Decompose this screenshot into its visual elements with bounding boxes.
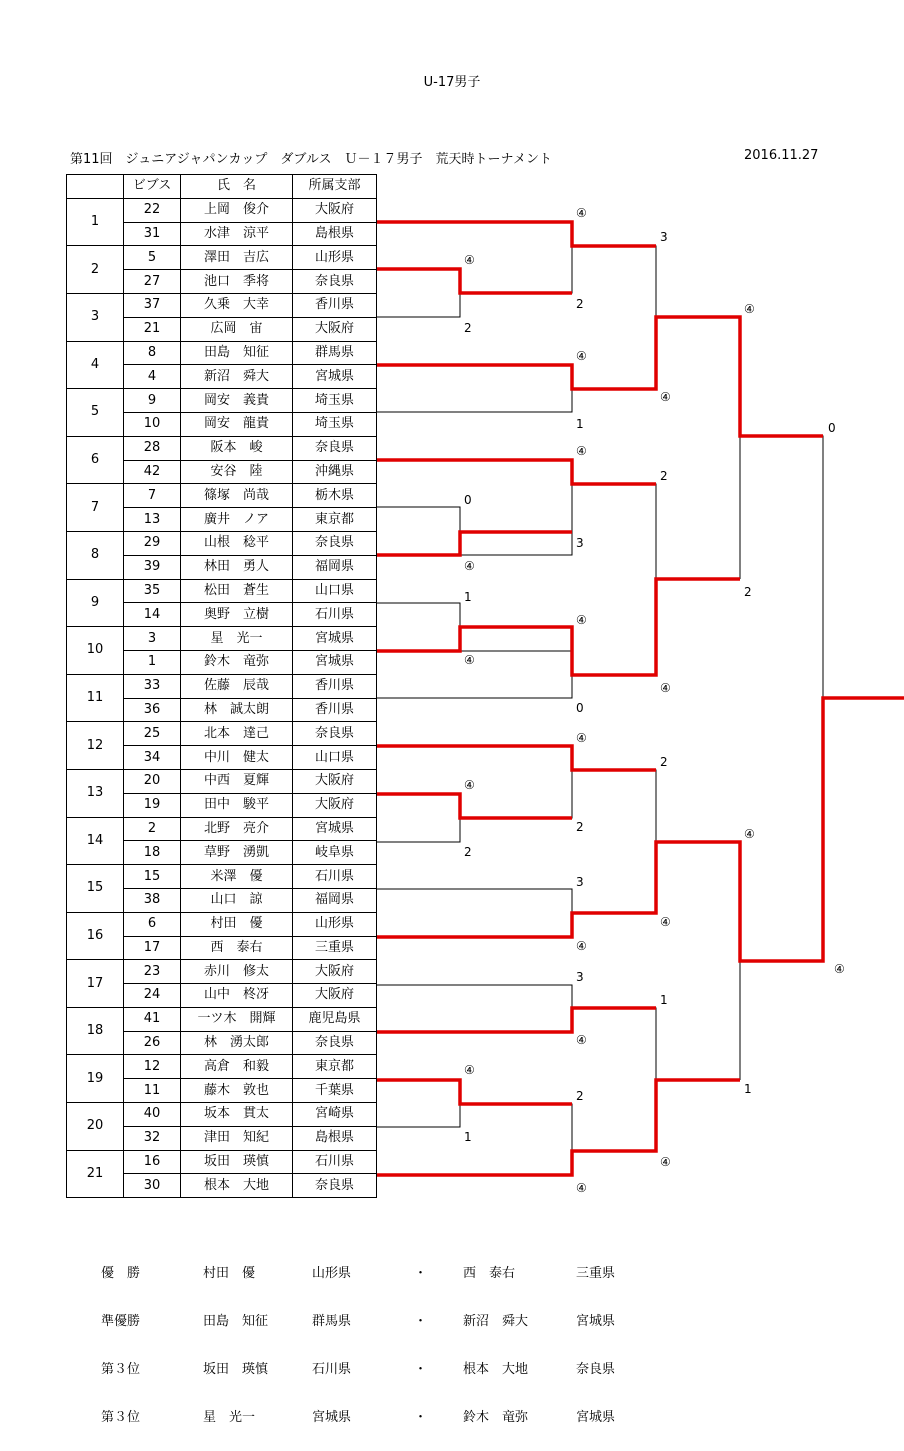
match-score: ④ [660,681,671,695]
header-bib: ビブス [124,175,181,199]
bib-cell: 31 [124,222,181,246]
winner-path [377,746,656,770]
team-number: 15 [67,865,124,913]
result-rank: 優 勝 [101,1266,141,1281]
player-name: 山中 柊冴 [181,984,293,1008]
prefecture-cell: 大阪府 [293,984,377,1008]
prefecture-cell: 大阪府 [293,317,377,341]
match-score: 2 [464,845,472,859]
player-name: 一ツ木 開輝 [181,1007,293,1031]
team-number: 17 [67,960,124,1008]
prefecture-cell: 宮崎県 [293,1103,377,1127]
match-score: ④ [464,253,475,267]
bracket-line [377,889,572,937]
winner-path [377,1008,656,1032]
prefecture-cell: 山形県 [293,246,377,270]
bib-cell: 41 [124,1007,181,1031]
winner-path [377,532,572,555]
match-score: 2 [660,755,668,769]
bib-cell: 13 [124,508,181,532]
bib-cell: 22 [124,198,181,222]
bib-cell: 9 [124,389,181,413]
match-score: ④ [576,1033,587,1047]
match-score: ④ [834,962,845,976]
player-name: 草野 湧凱 [181,841,293,865]
prefecture-cell: 島根県 [293,1126,377,1150]
bib-cell: 3 [124,627,181,651]
match-score: ④ [576,1181,587,1195]
player-name: 高倉 和毅 [181,1055,293,1079]
team-number: 6 [67,436,124,484]
player-name: 阪本 峻 [181,436,293,460]
match-score: ④ [744,302,755,316]
bracket-line [377,985,572,1032]
prefecture-cell: 石川県 [293,1150,377,1174]
player-name: 田中 駿平 [181,793,293,817]
prefecture-cell: 奈良県 [293,270,377,294]
player-name: 藤木 敦也 [181,1079,293,1103]
result-pref2: 奈良県 [576,1362,616,1377]
match-score: 3 [576,536,584,550]
bracket-line [572,770,656,842]
result-rank: 準優勝 [101,1314,141,1329]
winner-path [377,269,572,293]
match-score: 0 [576,701,584,715]
player-name: 林 湧太郎 [181,1031,293,1055]
player-name: 坂田 瑛慎 [181,1150,293,1174]
winner-path [377,317,823,436]
player-name: 中西 夏輝 [181,769,293,793]
bracket-line [377,603,460,651]
player-name: 北野 亮介 [181,817,293,841]
prefecture-cell: 千葉県 [293,1079,377,1103]
bib-cell: 34 [124,746,181,770]
bib-cell: 19 [124,793,181,817]
prefecture-cell: 大阪府 [293,198,377,222]
player-name: 根本 大地 [181,1174,293,1198]
prefecture-cell: 宮城県 [293,365,377,389]
bib-cell: 4 [124,365,181,389]
prefecture-cell: 山形県 [293,912,377,936]
match-score: 1 [464,1130,472,1144]
document-title: 第11回 ジュニアジャパンカップ ダブルス Ｕ－１７男子 荒天時トーナメント [70,152,552,167]
team-number: 21 [67,1150,124,1198]
bib-cell: 33 [124,674,181,698]
team-number: 1 [67,198,124,246]
player-name: 岡安 龍貴 [181,412,293,436]
match-score: 2 [744,585,752,599]
bib-cell: 29 [124,531,181,555]
prefecture-cell: 山口県 [293,579,377,603]
match-score: ④ [464,559,475,573]
bib-cell: 12 [124,1055,181,1079]
team-number: 3 [67,293,124,341]
result-pref1: 宮城県 [312,1410,352,1425]
bracket-line [740,436,823,961]
match-score: 2 [576,820,584,834]
bib-cell: 5 [124,246,181,270]
prefecture-cell: 大阪府 [293,960,377,984]
prefecture-cell: 福岡県 [293,888,377,912]
player-name: 廣井 ノア [181,508,293,532]
match-score: ④ [464,653,475,667]
bracket-line [656,842,740,1080]
match-score: 1 [464,590,472,604]
bracket-line [377,507,460,555]
match-score: ④ [576,206,587,220]
result-p1: 村田 優 [203,1266,256,1281]
bracket-line [572,484,656,579]
team-number: 2 [67,246,124,294]
bib-cell: 35 [124,579,181,603]
player-name: 赤川 修太 [181,960,293,984]
bib-cell: 23 [124,960,181,984]
bracket-line [572,246,656,389]
player-name: 西 泰右 [181,936,293,960]
bib-cell: 26 [124,1031,181,1055]
team-number: 16 [67,912,124,960]
player-name: 松田 蒼生 [181,579,293,603]
player-name: 林 誠太朗 [181,698,293,722]
prefecture-cell: 大阪府 [293,793,377,817]
prefecture-cell: 東京都 [293,1055,377,1079]
result-p1: 田島 知征 [203,1314,269,1329]
prefecture-cell: 宮城県 [293,627,377,651]
prefecture-cell: 山口県 [293,746,377,770]
result-separator: ・ [414,1266,428,1281]
player-name: 久乗 大幸 [181,293,293,317]
result-pref2: 宮城県 [576,1410,616,1425]
prefecture-cell: 奈良県 [293,722,377,746]
bib-cell: 40 [124,1103,181,1127]
bracket-line [572,1008,656,1151]
prefecture-cell: 奈良県 [293,1031,377,1055]
match-score: 1 [744,1082,752,1096]
player-name: 北本 達己 [181,722,293,746]
bib-cell: 32 [124,1126,181,1150]
header-prefecture: 所属支部 [293,175,377,199]
result-p1: 星 光一 [203,1410,256,1425]
document-date: 2016.11.27 [744,148,819,163]
result-pref2: 宮城県 [576,1314,616,1329]
bib-cell: 10 [124,412,181,436]
prefecture-cell: 栃木県 [293,484,377,508]
prefecture-cell: 奈良県 [293,531,377,555]
bib-cell: 27 [124,270,181,294]
bracket-line [656,317,740,579]
page-header: U-17男子 [423,75,481,90]
prefecture-cell: 三重県 [293,936,377,960]
player-name: 澤田 吉広 [181,246,293,270]
bib-cell: 14 [124,603,181,627]
prefecture-cell: 島根県 [293,222,377,246]
player-name: 篠塚 尚哉 [181,484,293,508]
bib-cell: 15 [124,865,181,889]
match-score: 1 [660,993,668,1007]
match-score: ④ [576,444,587,458]
player-name: 津田 知紀 [181,1126,293,1150]
result-separator: ・ [414,1362,428,1377]
bib-cell: 28 [124,436,181,460]
result-separator: ・ [414,1410,428,1425]
prefecture-cell: 石川県 [293,865,377,889]
result-p2: 鈴木 竜弥 [463,1410,529,1425]
winner-path [377,460,656,484]
prefecture-cell: 東京都 [293,508,377,532]
bib-cell: 36 [124,698,181,722]
header-name: 氏 名 [181,175,293,199]
prefecture-cell: 香川県 [293,293,377,317]
bib-cell: 2 [124,817,181,841]
team-number: 11 [67,674,124,722]
prefecture-cell: 奈良県 [293,1174,377,1198]
player-name: 田島 知征 [181,341,293,365]
bracket-line [377,794,460,842]
player-name: 鈴木 竜弥 [181,650,293,674]
team-number: 8 [67,531,124,579]
prefecture-cell: 宮城県 [293,650,377,674]
bracket-line [572,842,656,913]
match-score: ④ [660,390,671,404]
match-score: ④ [576,939,587,953]
player-name: 水津 涼平 [181,222,293,246]
prefecture-cell: 香川県 [293,698,377,722]
prefecture-cell: 大阪府 [293,769,377,793]
bib-cell: 6 [124,912,181,936]
match-score: ④ [576,613,587,627]
match-score: ④ [464,1063,475,1077]
player-name: 岡安 義貴 [181,389,293,413]
result-pref1: 山形県 [312,1266,352,1281]
bib-cell: 37 [124,293,181,317]
winner-path [377,579,740,675]
bib-cell: 30 [124,1174,181,1198]
team-number: 13 [67,769,124,817]
prefecture-cell: 群馬県 [293,341,377,365]
team-number: 10 [67,627,124,675]
match-score: ④ [660,915,671,929]
result-rank: 第３位 [101,1362,141,1377]
match-score: ④ [576,731,587,745]
result-p2: 西 泰右 [463,1266,516,1281]
bib-cell: 21 [124,317,181,341]
team-number: 7 [67,484,124,532]
bracket-line [377,269,460,317]
team-number: 19 [67,1055,124,1103]
bib-cell: 20 [124,769,181,793]
bib-cell: 42 [124,460,181,484]
bracket-line [377,365,572,412]
match-score: ④ [744,827,755,841]
player-name: 星 光一 [181,627,293,651]
match-score: 0 [828,421,836,435]
match-score: 2 [576,1089,584,1103]
player-name: 林田 勇人 [181,555,293,579]
result-separator: ・ [414,1314,428,1329]
match-score: 3 [576,875,584,889]
team-number: 12 [67,722,124,770]
result-p1: 坂田 瑛慎 [203,1362,269,1377]
player-name: 池口 季将 [181,270,293,294]
bib-cell: 16 [124,1150,181,1174]
bib-cell: 18 [124,841,181,865]
bib-cell: 1 [124,650,181,674]
match-score: 0 [464,493,472,507]
bib-cell: 38 [124,888,181,912]
prefecture-cell: 奈良県 [293,436,377,460]
prefecture-cell: 埼玉県 [293,412,377,436]
match-score: ④ [576,349,587,363]
result-pref2: 三重県 [576,1266,616,1281]
team-number: 9 [67,579,124,627]
result-rank: 第３位 [101,1410,141,1425]
match-score: ④ [660,1155,671,1169]
player-name: 村田 優 [181,912,293,936]
result-p2: 根本 大地 [463,1362,529,1377]
team-number: 20 [67,1103,124,1151]
player-name: 山口 諒 [181,888,293,912]
prefecture-cell: 石川県 [293,603,377,627]
player-name: 佐藤 辰哉 [181,674,293,698]
bracket-line [377,1080,460,1127]
player-name: 中川 健太 [181,746,293,770]
bib-cell: 39 [124,555,181,579]
winner-path [377,222,656,246]
result-pref1: 石川県 [312,1362,352,1377]
bib-cell: 8 [124,341,181,365]
match-score: 2 [576,297,584,311]
team-number: 4 [67,341,124,389]
prefecture-cell: 岐阜県 [293,841,377,865]
bracket-line [377,1104,572,1175]
player-name: 山根 稔平 [181,531,293,555]
player-name: 上岡 俊介 [181,198,293,222]
match-score: 1 [576,417,584,431]
bib-cell: 11 [124,1079,181,1103]
prefecture-cell: 福岡県 [293,555,377,579]
team-number: 14 [67,817,124,865]
winner-path [377,794,572,818]
player-name: 広岡 宙 [181,317,293,341]
prefecture-cell: 沖縄県 [293,460,377,484]
player-name: 米澤 優 [181,865,293,889]
bib-cell: 25 [124,722,181,746]
team-number: 5 [67,389,124,437]
team-number: 18 [67,1007,124,1055]
winner-path [377,698,904,961]
bib-cell: 24 [124,984,181,1008]
player-name: 安谷 陸 [181,460,293,484]
player-name: 奥野 立樹 [181,603,293,627]
match-score: 3 [576,970,584,984]
match-score: 2 [464,321,472,335]
bib-cell: 7 [124,484,181,508]
winner-path [377,1080,572,1104]
match-score: 2 [660,469,668,483]
match-score: ④ [464,778,475,792]
result-pref1: 群馬県 [312,1314,352,1329]
player-name: 新沼 舜大 [181,365,293,389]
result-p2: 新沼 舜大 [463,1314,529,1329]
prefecture-cell: 鹿児島県 [293,1007,377,1031]
bib-cell: 17 [124,936,181,960]
match-score: 3 [660,230,668,244]
prefecture-cell: 香川県 [293,674,377,698]
player-name: 坂本 貫太 [181,1103,293,1127]
prefecture-cell: 埼玉県 [293,389,377,413]
prefecture-cell: 宮城県 [293,817,377,841]
